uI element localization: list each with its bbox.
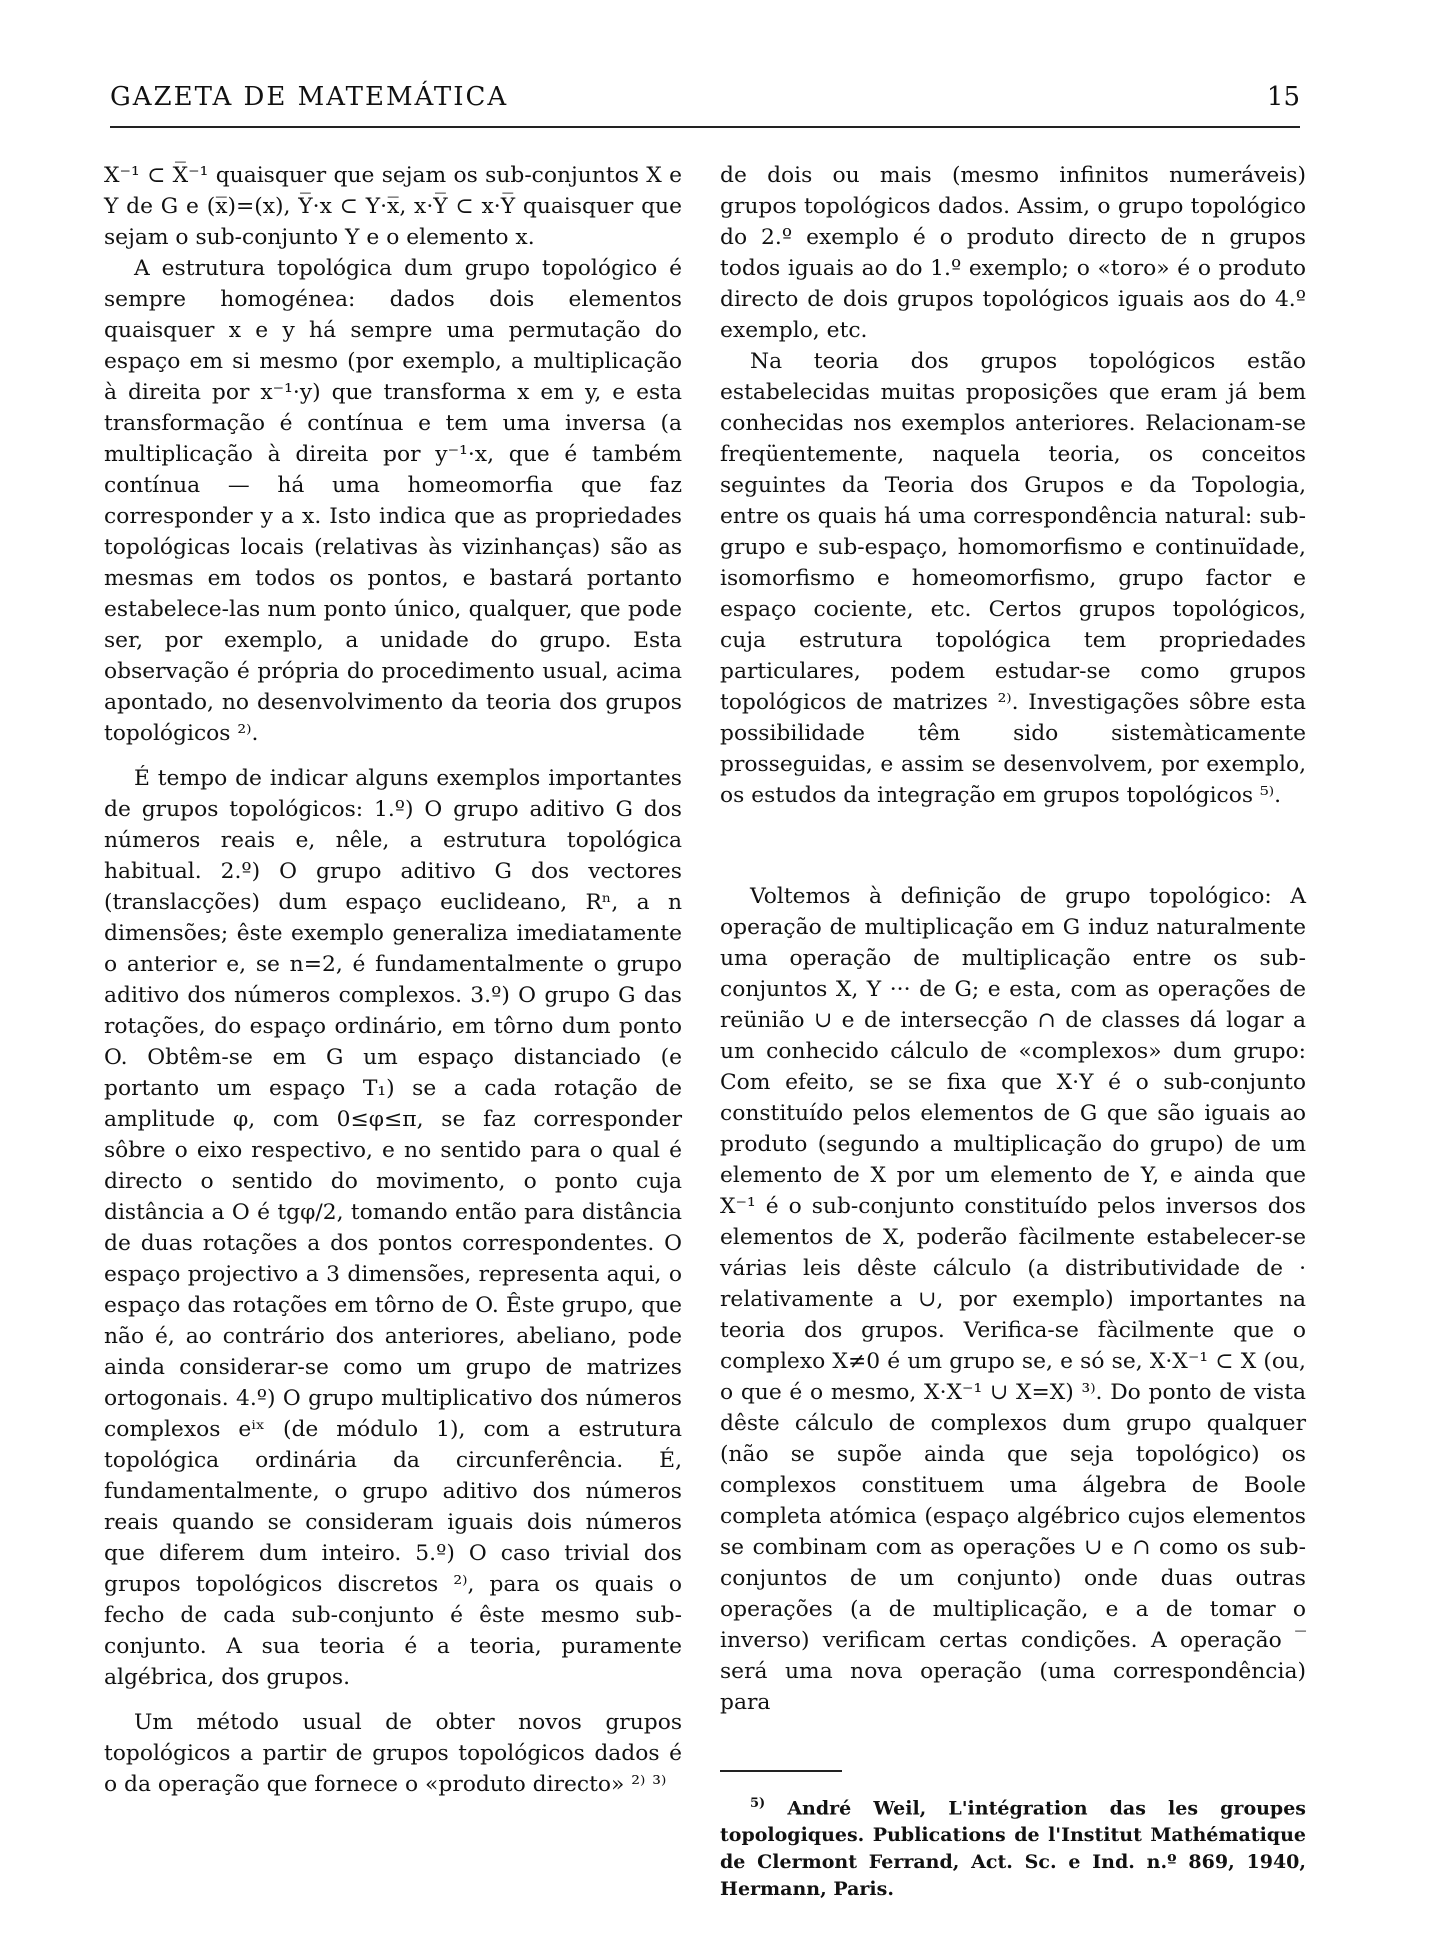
paragraph: de dois ou mais (mesmo infinitos numeráveis) grupos topológicos dados. Assim, o grupo topológico do 2.º exemplo é o produto directo de n grupos todos iguais ao do 1.º exemplo; o «toro» é o produto directo de dois grupos topológicos iguais aos do 4.º exemplo, etc.	[720, 163, 1306, 343]
paragraph: A estrutura topológica dum grupo topológico é sempre homogénea: dados dois elementos quaisquer x e y há sempre uma permutação do espaço em si mesmo (por exemplo, a multiplicação à direita por x⁻¹·y) que transforma x em y, e esta transformação é contínua e tem uma inversa (a multiplicação à direita por y⁻¹·x, que é também contínua — há uma homeomorfia que faz corresponder y a x. Isto indica que as propriedades topológicas locais (relativas às vizinhanças) são as mesmas em todos os pontos, e bastará portanto estabelece-las num ponto único, qualquer, que pode ser, por exemplo, a unidade do grupo. Esta observação é própria do procedimento usual, acima apontado, no desenvolvimento da teoria dos grupos topológicos ²⁾.	[104, 256, 682, 746]
page-header	[110, 78, 1300, 128]
footnote-text: André Weil, L'intégration das les groupes topologiques. Publications de l'Institut Mathématique de Clermont Ferrand, Act. Sc. e Ind. n.º 869, 1940, Hermann, Paris.	[720, 1797, 1306, 1901]
paragraph: Voltemos à definição de grupo topológico: A operação de multiplicação em G induz naturalmente uma operação de multiplicação entre os sub-conjuntos X, Y ··· de G; e esta, com as operações de reünião ∪ e de intersecção ∩ de classes dá logar a um conhecido cálculo de «complexos» dum grupo: Com efeito, se se fixa que X·Y é o sub-conjunto constituído pelos elementos de G que são iguais ao produto (segundo a multiplicação do grupo) de um elemento de X por um elemento de Y, e ainda que X⁻¹ é o sub-conjunto constituído pelos inversos dos elementos de X, poderão fàcilmente estabelecer-se várias leis dêste cálculo (a distributividade de · relativamente a ∪, por exemplo) importantes na teoria dos grupos. Verifica-se fàcilmente que o complexo X≠0 é um grupo se, e só se, X·X⁻¹ ⊂ X (ou, o que é o mesmo, X·X⁻¹ ∪ X=X) ³⁾. Do ponto de vista dêste cálculo de complexos dum grupo qualquer (não se supõe ainda que seja topológico) os complexos constituem uma álgebra de Boole completa atómica (espaço algébrico cujos elementos se combinam com as operações ∪ e ∩ como os sub-conjuntos de um conjunto) onde duas outras operações (a de multiplicação, e a de tomar o inverso) verificam certas condições. A operação ‾ será uma nova operação (uma correspondência) para	[720, 884, 1306, 1715]
footnote-divider	[720, 1770, 842, 1772]
left-column	[104, 160, 682, 1800]
footnote	[720, 1790, 1306, 1903]
journal-title: GAZETA DE MATEMÁTICA	[110, 82, 509, 112]
paragraph: Um método usual de obter novos grupos topológicos a partir de grupos topológicos dados é o da operação que fornece o «produto directo» ²⁾ ³⁾	[104, 1710, 682, 1797]
right-column	[720, 160, 1306, 1903]
paragraph: X⁻¹ ⊂ X̅⁻¹ quaisquer que sejam os sub-conjuntos X e Y de G e (x̅)=(x), Y̅·x ⊂ Y·x̅, x·Y̅ ⊂ x·Y̅ quaisquer que sejam o sub-conjunto Y e o elemento x.	[104, 163, 682, 250]
footnote-mark: 5)	[750, 1796, 766, 1811]
paragraph: É tempo de indicar alguns exemplos importantes de grupos topológicos: 1.º) O grupo aditivo G dos números reais e, nêle, a estrutura topológica habitual. 2.º) O grupo aditivo G dos vectores (translacções) dum espaço euclideano, Rⁿ, a n dimensões; êste exemplo generaliza imediatamente o anterior e, se n=2, é fundamentalmente o grupo aditivo dos números complexos. 3.º) O grupo G das rotações, do espaço ordinário, em tôrno dum ponto O. Obtêm-se em G um espaço distanciado (e portanto um espaço T₁) se a cada rotação de amplitude φ, com 0≤φ≤π, se faz corresponder sôbre o eixo respectivo, e no sentido para o qual é directo o sentido do movimento, o ponto cuja distância a O é tgφ/2, tomando então para distância de duas rotações a dos pontos correspondentes. O espaço projectivo a 3 dimensões, representa aqui, o espaço das rotações em tôrno de O. Êste grupo, que não é, ao contrário dos anteriores, abeliano, pode ainda considerar-se como um grupo de matrizes ortogonais. 4.º) O grupo multiplicativo dos números complexos eⁱˣ (de módulo 1), com a estrutura topológica ordinária da circunferência. É, fundamentalmente, o grupo aditivo dos números reais quando se consideram iguais dois números que diferem dum inteiro. 5.º) O caso trivial dos grupos topológicos discretos ²⁾, para os quais o fecho de cada sub-conjunto é êste mesmo sub-conjunto. A sua teoria é a teoria, puramente algébrica, dos grupos.	[104, 766, 682, 1690]
paragraph: Na teoria dos grupos topológicos estão estabelecidas muitas proposições que eram já bem conhecidas nos exemplos anteriores. Relacionam-se freqüentemente, naquela teoria, os conceitos seguintes da Teoria dos Grupos e da Topologia, entre os quais há uma correspondência natural: sub-grupo e sub-espaço, homomorfismo e continuïdade, isomorfismo e homeomorfismo, grupo factor e espaço cociente, etc. Certos grupos topológicos, cuja estrutura topológica tem propriedades particulares, podem estudar-se como grupos topológicos de matrizes ²⁾. Investigações sôbre esta possibilidade têm sido sistemàticamente prosseguidas, e assim se desenvolvem, por exemplo, os estudos da integração em grupos topológicos ⁵⁾.	[720, 349, 1306, 808]
page-number: 15	[1266, 82, 1300, 112]
